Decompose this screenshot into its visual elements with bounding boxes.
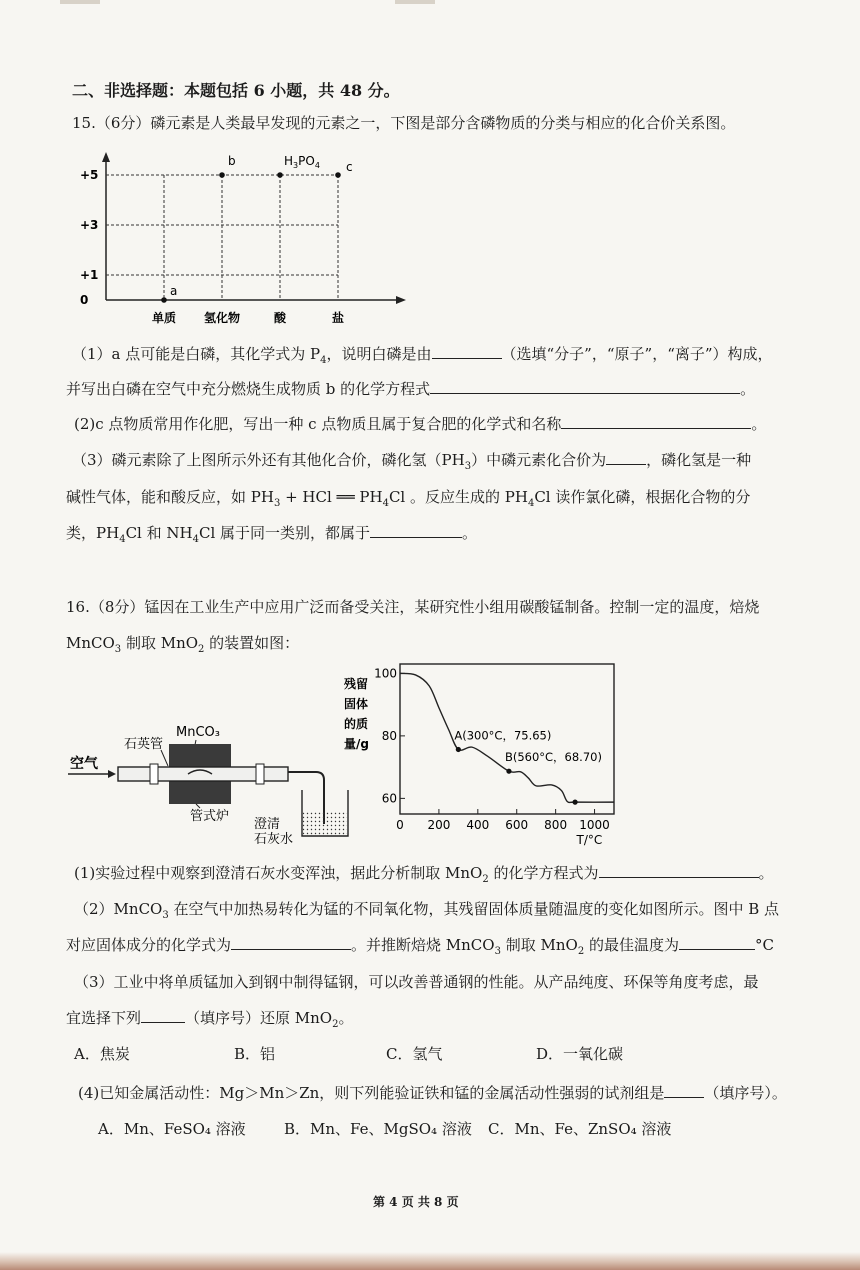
furnace-label: 管式炉 [190, 809, 230, 824]
q15-p3-text-d: 碱性气体，能和酸反应，如 PH [66, 488, 274, 506]
q16-p4-choice-blank[interactable] [664, 1083, 704, 1098]
q15-p3-text-i: Cl 和 NH [125, 524, 193, 542]
q16-mass-temperature-chart [342, 660, 632, 850]
q15-p3-text-g: Cl 读作氯化磷，根据化合物的分 [534, 488, 751, 506]
q16-head-b: 制取 MnO [121, 634, 199, 652]
y-tick-label: 0 [80, 293, 89, 307]
period: 。 [751, 415, 767, 433]
x-tick-label: 酸 [273, 311, 287, 325]
q16-p2-unit: °C [754, 936, 774, 954]
x-tick-label: 盐 [331, 311, 345, 325]
y-tick-label: +1 [80, 268, 99, 282]
q16-p1-equation-blank[interactable] [599, 863, 759, 878]
q16-head-c: 的装置如图： [204, 634, 300, 652]
q15-p3-text-c: ，磷化氢是一种 [646, 451, 752, 469]
q16-apparatus-diagram [66, 712, 356, 844]
q15-p3-text-e: + HCl ══ PH [280, 488, 383, 506]
q16-p2-text-b: 在空气中加热易转化为锰的不同氧化物，其残留固体质量随温度的变化如图所示。图中 B 点 [168, 900, 780, 918]
q15-part2 [74, 413, 766, 434]
curve-point [456, 747, 461, 752]
q16-header-line1: 16.（8分）锰因在工业生产中应用广泛而备受关注，某研究性小组用碳酸锰制备。控制一定的温度，焙烧 [66, 598, 760, 616]
q16-header-line2: MnCO$_3$ 制取 MnO$_2$ 的装置如图： [66, 634, 300, 655]
y-tick-label: 60 [381, 791, 397, 806]
q16-part2-line2: 对应固体成分的化学式为 。并推断焙烧 MnCO$_3$ 制取 MnO$_2$ 的最佳温度为 °C [66, 936, 774, 957]
q16-p4-text: (4)已知金属活动性：Mg＞Mn＞Zn，则下列能验证铁和锰的金属活动性强弱的试剂组是 [78, 1084, 665, 1102]
period: 。 [740, 380, 756, 398]
q16-p2-temperature-blank[interactable] [679, 935, 755, 950]
q16-p3-text-d: 。 [338, 1009, 354, 1027]
page-edge-shadow [0, 1252, 860, 1270]
q16-part4 [78, 1082, 787, 1103]
point-label: c [346, 160, 353, 174]
curve-point [572, 800, 577, 805]
q16-part3-line1: （3）工业中将单质锰加入到钢中制得锰钢，可以改善普通钢的性能。从产品纯度、环保等角度考虑，最 [74, 973, 759, 991]
q15-p3-text-h: 类，PH [66, 524, 120, 542]
q16-p3-text-c: （填序号）还原 MnO [185, 1009, 333, 1027]
y-axis-label: 残留 [344, 677, 369, 691]
y-tick-label: 100 [374, 666, 397, 681]
point-label: a [170, 284, 178, 298]
q16-part2-line1: （2）MnCO$_3$ 在空气中加热易转化为锰的不同氧化物，其残留固体质量随温度的变化如图所示。图中 B 点 [74, 900, 780, 921]
q16-part1: (1)实验过程中观察到澄清石灰水变浑浊，据此分析制取 MnO$_2$ 的化学方程式为 。 [74, 864, 774, 885]
q15-p3-text-a: （3）磷元素除了上图所示外还有其他化合价，磷化氢（PH [72, 451, 465, 469]
y-tick-label: 80 [381, 728, 397, 743]
point-label: b [228, 154, 236, 168]
period: 。 [462, 524, 478, 542]
y-tick-label: +5 [80, 168, 99, 182]
q16-p2-text-d: 。并推断焙烧 MnCO [351, 936, 495, 954]
data-point [335, 172, 341, 178]
q15-p1-text-b: ，说明白磷是由 [326, 345, 432, 363]
q15-p3-text-b: ）中磷元素化合价为 [471, 451, 607, 469]
q15-part3-line1: （3）磷元素除了上图所示外还有其他化合价，磷化氢$(PH_3)$中磷元素化合价为 ，磷化氢是一种 [72, 451, 752, 472]
q15-p2-text: (2)c 点物质常用作化肥，写出一种 c 点物质且属于复合肥的化学式和名称 [74, 415, 562, 433]
q15-part3-line2: 碱性气体，能和酸反应，如 $PH_3$ + HCl ══ $PH_4Cl$ 。反应生成的 $PH_4Cl$ 读作氯化磷，根据化合物的分 [66, 488, 751, 509]
x-tick-label: 400 [466, 818, 490, 832]
curve-point [506, 769, 511, 774]
point-label: $H_3PO_4$ [284, 154, 320, 170]
q16-p2-formula-blank[interactable] [231, 935, 351, 950]
q16-p2-text-e: 制取 MnO [500, 936, 578, 954]
q15-p2-blank[interactable] [561, 414, 751, 429]
q16-p4-option-b[interactable]: B．Mn、Fe、MgSO₄ 溶液 [284, 1120, 472, 1138]
q16-p1-text-a: (1)实验过程中观察到澄清石灰水变浑浊，据此分析制取 MnO [74, 864, 483, 882]
q15-p1-text-a: （1）a 点可能是白磷，其化学式为 P [72, 345, 321, 363]
q15-p1-answer-blank[interactable] [432, 344, 502, 359]
q16-p4-text-b: （填序号）。 [704, 1084, 787, 1102]
q15-p1-equation-blank[interactable] [430, 379, 740, 394]
q16-p3-option-b[interactable]: B．铝 [234, 1045, 276, 1063]
q16-p2-text-f: 的最佳温度为 [584, 936, 679, 954]
quartz-tube-label: 石英管 [124, 737, 164, 752]
q15-part3-line3: 类，$PH_4Cl$ 和 $NH_4Cl$ 属于同一类别，都属于 。 [66, 524, 478, 545]
q15-valence-chart [60, 150, 420, 330]
x-tick-label: 200 [427, 818, 451, 832]
q15-p3-text-f: Cl 。反应生成的 PH [388, 488, 528, 506]
q16-p2-text-c: 对应固体成分的化学式为 [66, 936, 232, 954]
y-axis-label: 的质 [344, 717, 369, 731]
q16-p2-text-a: （2）MnCO [74, 900, 163, 918]
x-tick-label: 1000 [579, 818, 610, 832]
period: 。 [758, 864, 774, 882]
mnco3-label: MnCO₃ [176, 725, 220, 740]
q16-p3-choice-blank[interactable] [141, 1008, 185, 1023]
x-tick-label: 800 [544, 818, 568, 832]
x-tick-label: 0 [396, 818, 404, 832]
x-tick-label: 单质 [151, 311, 177, 325]
q15-p3-category-blank[interactable] [370, 523, 462, 538]
data-point [219, 172, 225, 178]
x-tick-label: 氢化物 [203, 311, 241, 325]
q16-p4-option-c[interactable]: C．Mn、Fe、ZnSO₄ 溶液 [488, 1120, 672, 1138]
q15-header: 15.（6分）磷元素是人类最早发现的元素之一，下图是部分含磷物质的分类与相应的化合价关系图。 [72, 114, 736, 132]
q15-p1-text-c: （选填“分子”，“原子”，“离子”）构成， [501, 345, 773, 363]
point-annotation: A(300°C，75.65) [454, 728, 552, 743]
q16-p3-option-a[interactable]: A．焦炭 [74, 1045, 130, 1063]
q15-part1-line2 [66, 378, 755, 399]
q16-head-a: MnCO [66, 634, 115, 652]
q15-p3-text-j: Cl 属于同一类别，都属于 [198, 524, 371, 542]
q16-p3-option-c[interactable]: C．氢气 [386, 1045, 443, 1063]
section-title: 二、非选择题：本题包括 6 小题，共 48 分。 [72, 81, 400, 100]
q16-p3-option-d[interactable]: D．一氧化碳 [536, 1045, 624, 1063]
y-axis-label: 量/g [344, 737, 369, 751]
limewater-label-1: 澄清 [254, 817, 281, 832]
q15-p3-valence-blank[interactable] [606, 450, 646, 465]
q16-p1-text-b: 的化学方程式为 [488, 864, 599, 882]
q15-p1-text-d: 并写出白磷在空气中充分燃烧生成物质 b 的化学方程式 [66, 380, 431, 398]
q15-part1-line1: （1）a 点可能是白磷，其化学式为 $P_4$，说明白磷是由 （选填“分子”，“原子”，“离子”）构成， [72, 345, 773, 366]
q16-p3-text-b: 宜选择下列 [66, 1009, 142, 1027]
x-tick-label: 600 [505, 818, 529, 832]
q16-part3-line2: 宜选择下列 （填序号）还原 MnO$_2$。 [66, 1009, 354, 1030]
page-footer: 第 4 页 共 8 页 [373, 1195, 459, 1209]
x-axis-label: T/°C [576, 833, 603, 847]
limewater-label-2: 石灰水 [254, 832, 294, 844]
y-axis-label: 固体 [344, 697, 369, 711]
y-tick-label: +3 [80, 218, 99, 232]
data-point [161, 297, 167, 303]
air-label: 空气 [70, 756, 98, 772]
point-annotation: B(560°C，68.70) [504, 750, 602, 765]
q16-p4-option-a[interactable]: A．Mn、FeSO₄ 溶液 [98, 1120, 246, 1138]
data-point [277, 172, 283, 178]
